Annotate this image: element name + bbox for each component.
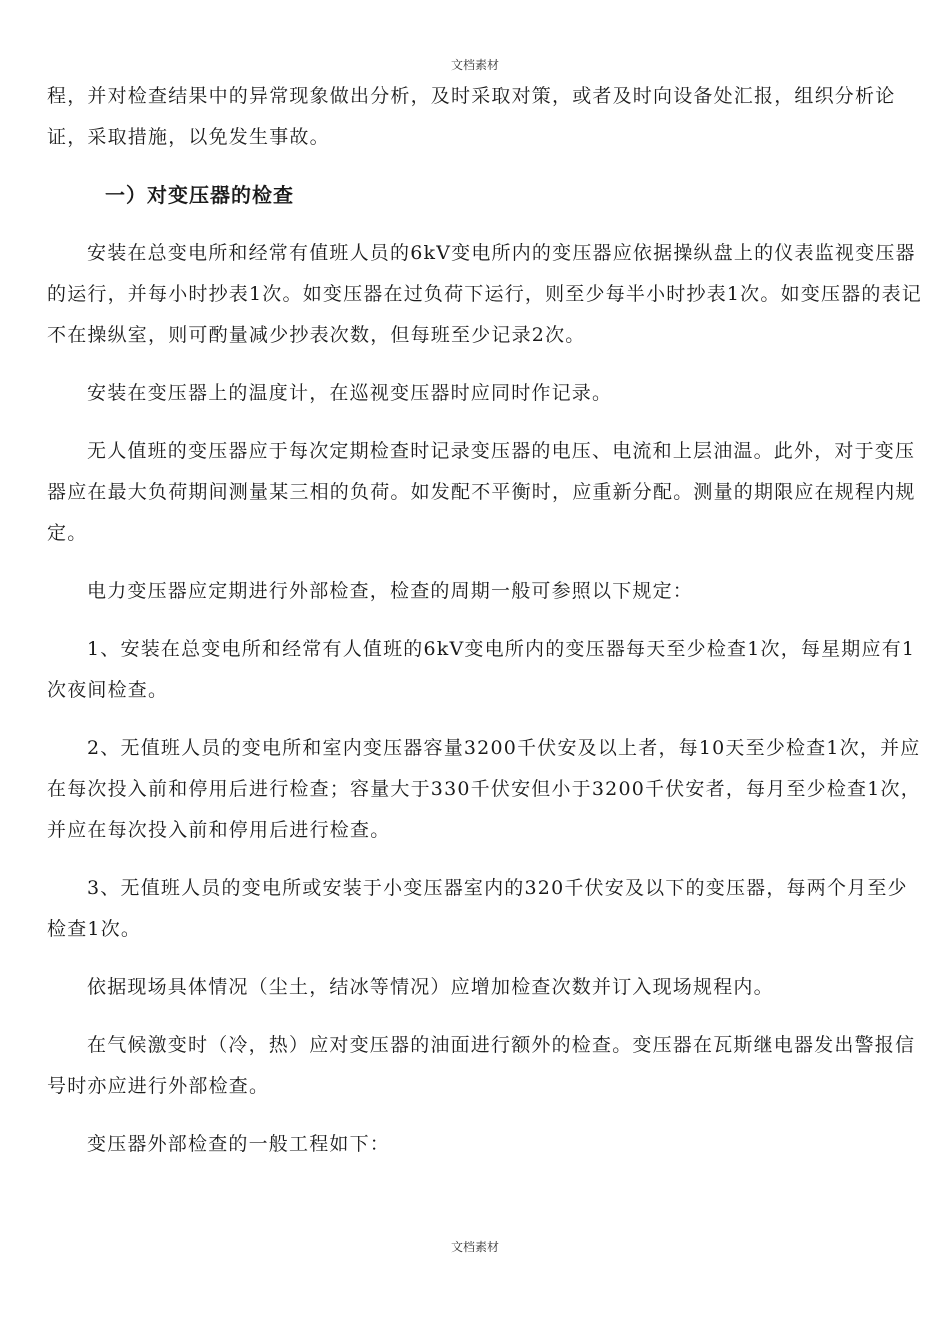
paragraph-external-check-items: 变压器外部检查的一般工程如下： [87,1133,391,1155]
document-body [47,76,927,1182]
paragraph-inspection-period: 电力变压器应定期进行外部检查，检查的周期一般可参照以下规定： [87,580,694,602]
paragraph-unattended-transformer: 无人值班的变压器应于每次定期检查时记录变压器的电压、电流和上层油温。此外，对于变压器应在最大负荷期间测量某三相的负荷。如发配不平衡时，应重新分配。测量的期限应在规程内规定。 [47,440,916,544]
section-heading-transformer-check: 一）对变压器的检查 [105,183,294,207]
list-item-rule-3: 3、无值班人员的变电所或安装于小变压器室内的320千伏安及以下的变压器，每两个月至少检查1次。 [47,877,908,940]
paragraph-meter-reading: 安装在总变电所和经常有值班人员的6kV变电所内的变压器应依据操纵盘上的仪表监视变压器的运行，并每小时抄表1次。如变压器在过负荷下运行，则至少每半小时抄表1次。如变压器的表记不在操纵室，则可酌量减少抄表次数，但每班至少记录2次。 [47,242,922,346]
paragraph-thermometer: 安装在变压器上的温度计，在巡视变压器时应同时作记录。 [87,382,613,404]
paragraph-intro-continuation: 程，并对检查结果中的异常现象做出分析，及时采取对策，或者及时向设备处汇报，组织分析论证，采取措施，以免发生事故。 [47,85,896,148]
page-footer-label: 文档素材 [450,1240,499,1254]
page-header-label: 文档素材 [450,58,499,72]
paragraph-site-conditions: 依据现场具体情况（尘土，结冰等情况）应增加检查次数并订入现场规程内。 [87,976,774,998]
paragraph-weather-check: 在气候激变时（冷，热）应对变压器的油面进行额外的检查。变压器在瓦斯继电器发出警报信号时亦应进行外部检查。 [47,1034,916,1097]
list-item-rule-2: 2、无值班人员的变电所和室内变压器容量3200千伏安及以上者，每10天至少检查1次，并应在每次投入前和停用后进行检查；容量大于330千伏安但小于3200千伏安者，每月至少检查1次，并应在每次投入前和停用后进行检查。 [47,737,921,841]
list-item-rule-1: 1、安装在总变电所和经常有人值班的6kV变电所内的变压器每天至少检查1次，每星期应有1次夜间检查。 [47,638,916,701]
